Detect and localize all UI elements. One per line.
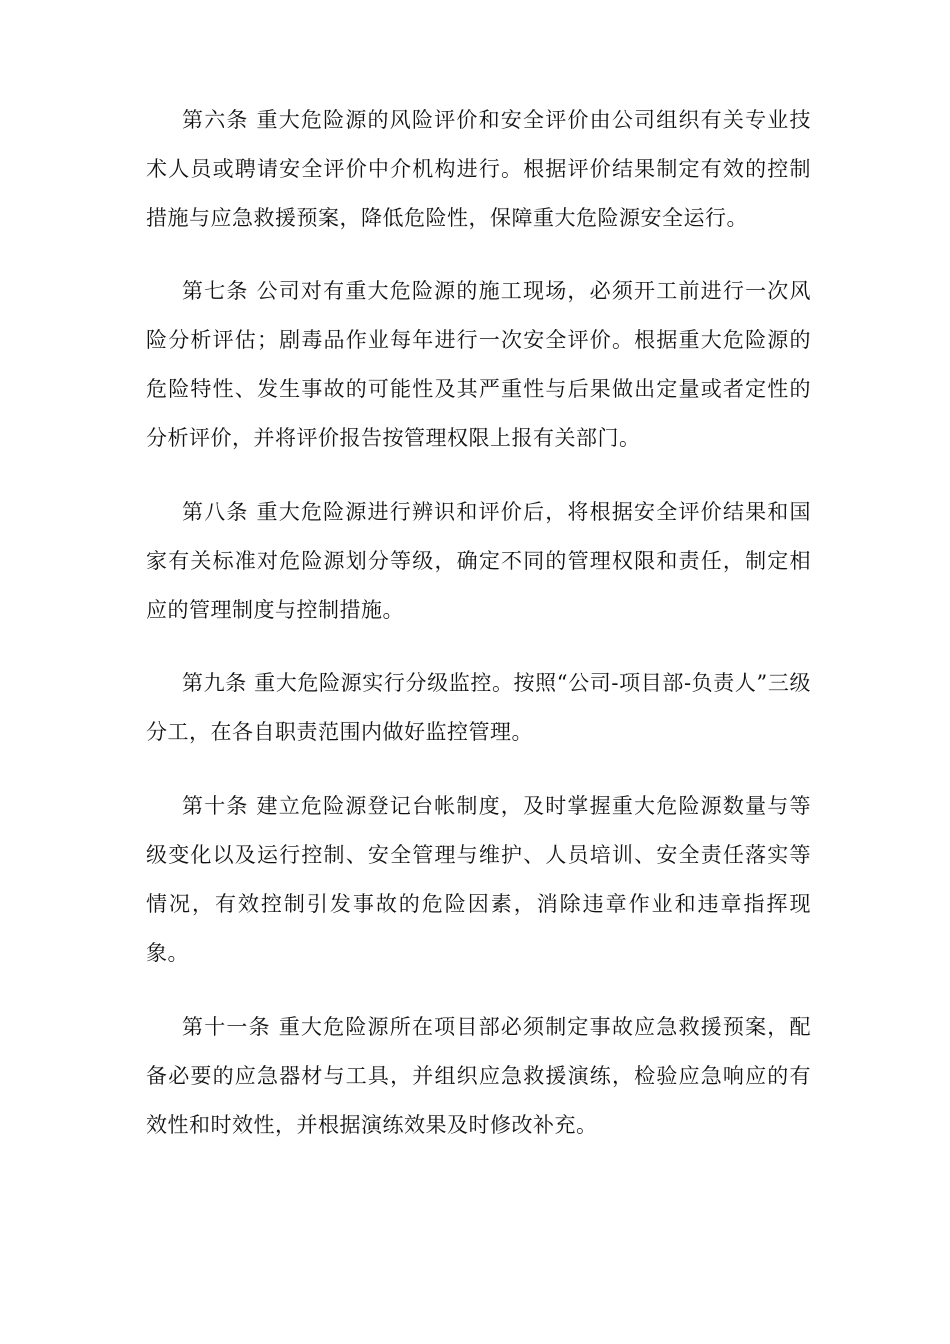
article-11: 第十一条 重大危险源所在项目部必须制定事故应急救援预案，配备必要的应急器材与工具，并组织应急救援演练，检验应急响应的有效性和时效性，并根据演练效果及时修改补充。 (146, 1015, 811, 1137)
article-6: 第六条 重大危险源的风险评价和安全评价由公司组织有关专业技术人员或聘请安全评价中介机构进行。根据评价结果制定有效的控制措施与应急救援预案，降低危险性，保障重大危险源安全运行。 (146, 108, 811, 230)
article-7: 第七条 公司对有重大危险源的施工现场，必须开工前进行一次风险分析评估；剧毒品作业每年进行一次安全评价。根据重大危险源的危险特性、发生事故的可能性及其严重性与后果做出定量或者定性的分析评价，并将评价报告按管理权限上报有关部门。 (146, 279, 811, 450)
article-8: 第八条 重大危险源进行辨识和评价后，将根据安全评价结果和国家有关标准对危险源划分等级，确定不同的管理权限和责任，制定相应的管理制度与控制措施。 (146, 500, 811, 622)
article-9: 第九条 重大危险源实行分级监控。按照“公司-项目部-负责人”三级分工，在各自职责范围内做好监控管理。 (146, 671, 811, 744)
article-10: 第十条 建立危险源登记台帐制度，及时掌握重大危险源数量与等级变化以及运行控制、安全管理与维护、人员培训、安全责任落实等情况，有效控制引发事故的危险因素，消除违章作业和违章指挥现象。 (146, 794, 811, 965)
